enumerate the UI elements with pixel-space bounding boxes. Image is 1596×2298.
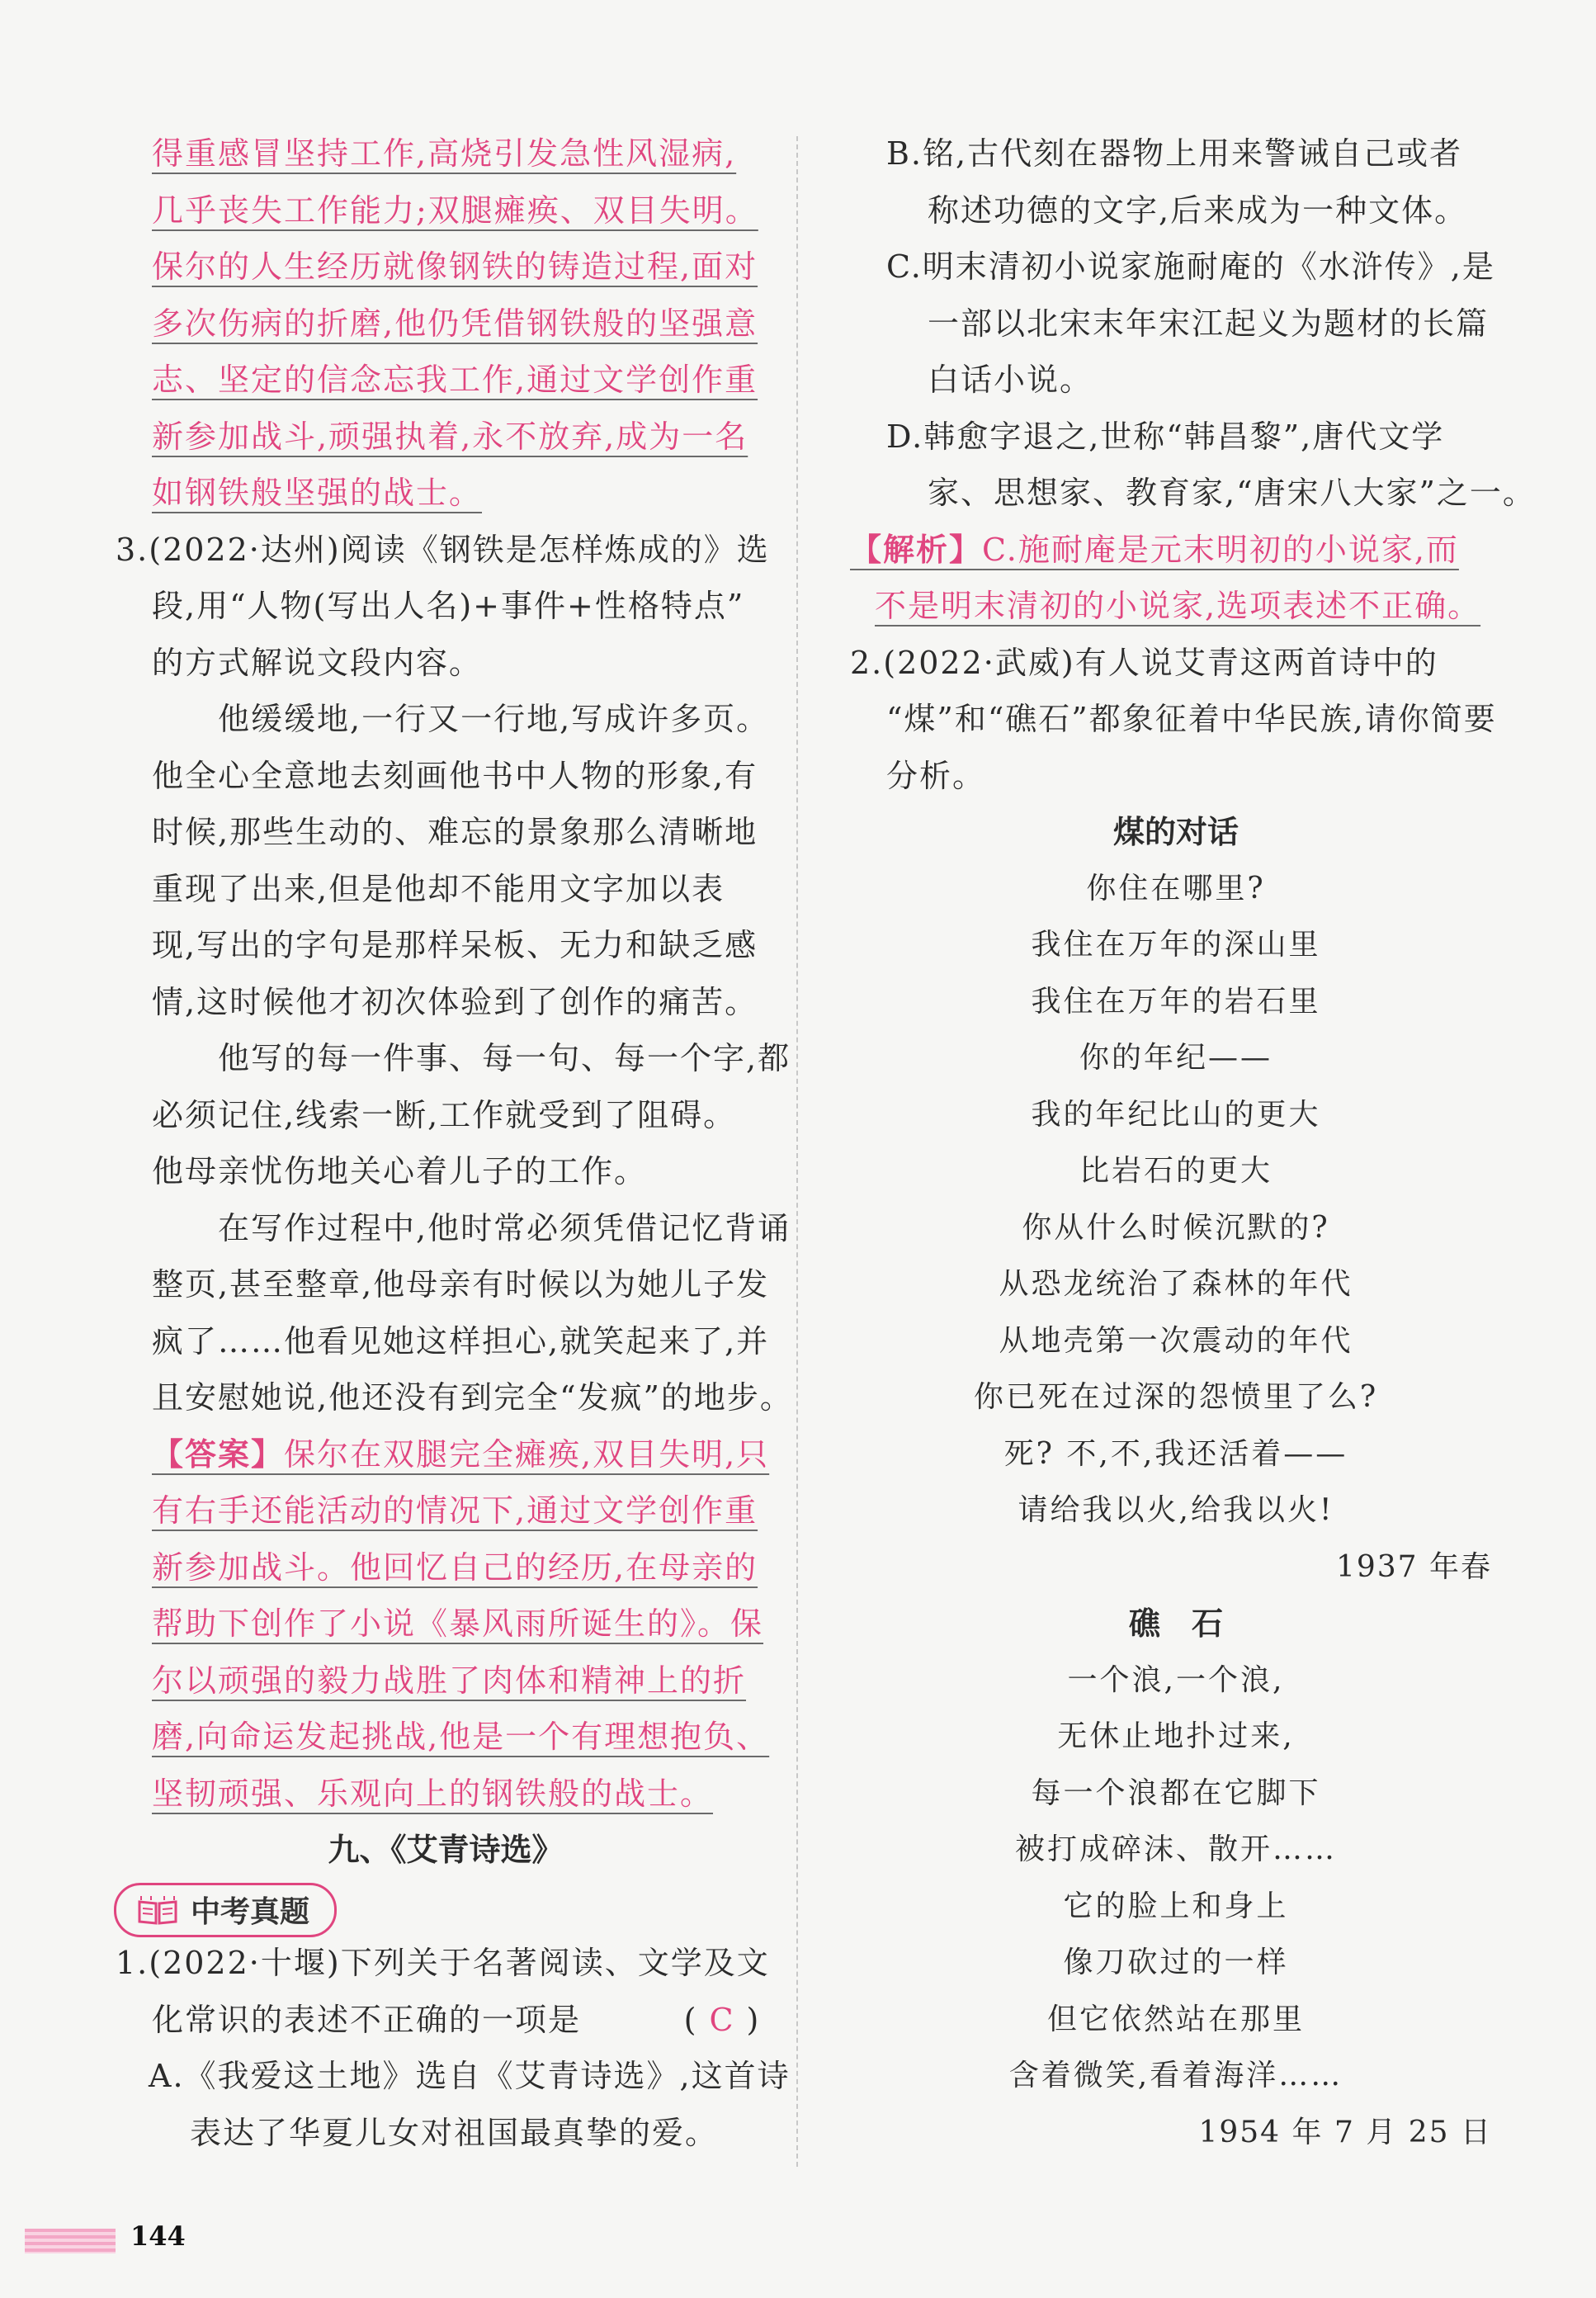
poem-line: 但它依然站在那里	[1046, 2002, 1305, 2036]
answer2-line: 几乎丧失工作能力;双腿瘫痪、双目失明。	[152, 192, 758, 229]
poem-1-title: 煤的对话	[1112, 814, 1239, 850]
poem-line: 从地壳第一次震动的年代	[999, 1323, 1353, 1358]
answer-letter: C	[709, 2001, 735, 2038]
poem-line: 我住在万年的岩石里	[1031, 984, 1321, 1019]
answer2-line: 保尔的人生经历就像钢铁的铸造过程,面对	[152, 248, 758, 285]
answer3-line: 帮助下创作了小说《暴风雨所诞生的》。保	[152, 1605, 764, 1642]
option-c-line: 一部以北宋末年宋江起义为题材的长篇	[928, 305, 1490, 342]
section-title: 九、《艾青诗选》	[328, 1832, 564, 1868]
poem-line: 请给我以火,给我以火!	[1018, 1493, 1334, 1527]
passage-line: 他缓缓地,一行又一行地,写成许多页。	[218, 701, 770, 737]
answer3-line: 有右手还能活动的情况下,通过文学创作重	[152, 1492, 758, 1529]
right-column	[850, 125, 1536, 2161]
option-a-line: A.《我爱这土地》选自《艾青诗选》,这首诗	[149, 2058, 791, 2094]
question-3-line: 3.(2022·达州)阅读《钢铁是怎样炼成的》选	[116, 531, 770, 568]
passage-line: 疯了……他看见她这样担心,就笑起来了,并	[152, 1322, 770, 1359]
answer3-line: 坚韧顽强、乐观向上的钢铁般的战士。	[152, 1775, 714, 1812]
answer-box	[677, 1992, 767, 2049]
exam-badge	[114, 1883, 337, 1937]
passage-line: 且安慰她说,他还没有到完全“发疯”的地步。	[152, 1379, 793, 1416]
poem-line: 你已死在过深的怨愤里了么?	[973, 1380, 1379, 1414]
passage-line: 在写作过程中,他时常必须凭借记忆背诵	[218, 1209, 791, 1246]
answer2-line: 志、坚定的信念忘我工作,通过文学创作重	[152, 362, 758, 398]
page-number: 144	[130, 2220, 186, 2252]
question-2-line: 分析。	[886, 757, 986, 794]
poem-2-title: 礁 石	[1128, 1605, 1223, 1642]
poem-line: 你住在哪里?	[1086, 871, 1266, 905]
poem-line: 被打成碎沫、散开……	[1014, 1832, 1337, 1866]
poem-2-date: 1954 年 7 月 25 日	[1198, 2115, 1492, 2149]
question-1-text: 化常识的表述不正确的一项是	[152, 2001, 582, 2038]
question-1-line: 1.(2022·十堰)下列关于名著阅读、文学及文	[116, 1945, 770, 1981]
option-d-line: D.韩愈字退之,世称“韩昌黎”,唐代文学	[886, 418, 1445, 455]
badge-label: 中考真题	[191, 1895, 310, 1930]
footer-decoration	[25, 2229, 116, 2253]
passage-line: 情,这时候他才初次体验到了创作的痛苦。	[152, 983, 758, 1020]
poem-line: 像刀砍过的一样	[1063, 1946, 1289, 1979]
poem-line: 死? 不,不,我还活着——	[1003, 1436, 1348, 1471]
passage-line: 时候,那些生动的、难忘的景象那么清晰地	[152, 814, 758, 850]
analysis-text: C.施耐庵是元末明初的小说家,而	[982, 531, 1459, 568]
poem-line: 你的年纪——	[1079, 1041, 1273, 1075]
poem-line: 从恐龙统治了森林的年代	[999, 1267, 1353, 1301]
answer2-line: 多次伤病的折磨,他仍凭借钢铁般的坚强意	[152, 305, 758, 342]
poem-line: 比岩石的更大	[1079, 1154, 1273, 1188]
option-c-line: C.明末清初小说家施耐庵的《水浒传》,是	[886, 248, 1495, 285]
question-2-line: “煤”和“礁石”都象征着中华民族,请你简要	[886, 701, 1497, 737]
analysis-line: 不是明末清初的小说家,选项表述不正确。	[875, 588, 1481, 624]
answer-paren-open: (	[683, 2001, 698, 2038]
passage-line: 必须记住,线索一断,工作就受到了阻碍。	[152, 1096, 737, 1133]
answer3-line: 新参加战斗。他回忆自己的经历,在母亲的	[152, 1549, 758, 1586]
column-divider	[796, 136, 798, 2167]
answer3-text: 保尔在双腿完全瘫痪,双目失明,只	[284, 1435, 770, 1473]
question-1-line	[116, 1992, 776, 2049]
poem-line: 一个浪,一个浪,	[1067, 1662, 1285, 1697]
poem-line: 每一个浪都在它脚下	[1031, 1776, 1321, 1810]
answer3-line: 尔以顽强的毅力战胜了肉体和精神上的折	[152, 1662, 747, 1699]
analysis-line	[850, 522, 1502, 579]
poem-line: 含着微笑,看着海洋……	[1008, 2059, 1343, 2092]
poem-line: 无休止地扑过来,	[1057, 1719, 1295, 1753]
poem-line: 我住在万年的深山里	[1031, 928, 1321, 962]
passage-line: 现,写出的字句是那样呆板、无力和缺乏感	[152, 927, 758, 963]
passage-line: 他写的每一件事、每一句、每一个字,都	[218, 1040, 791, 1076]
analysis-label: 【解析】	[850, 530, 983, 568]
answer3-line	[116, 1426, 776, 1483]
poem-line: 你从什么时候沉默的?	[1022, 1210, 1330, 1245]
answer2-line: 新参加战斗,顽强执着,永不放弃,成为一名	[152, 418, 748, 455]
option-a-line: 表达了华夏儿女对祖国最真挚的爱。	[190, 2114, 719, 2151]
answer-paren-close: )	[746, 2001, 761, 2038]
poem-1-date: 1937 年春	[1335, 1549, 1492, 1584]
passage-line: 他全心全意地去刻画他书中人物的形象,有	[152, 757, 758, 794]
option-c-line: 白话小说。	[928, 362, 1093, 398]
answer3-line: 磨,向命运发起挑战,他是一个有理想抱负、	[152, 1719, 770, 1755]
badge-row	[116, 1879, 776, 1936]
passage-line: 他母亲忧伤地关心着儿子的工作。	[152, 1153, 648, 1189]
poem-line: 它的脸上和身上	[1063, 1889, 1289, 1923]
book-icon	[135, 1894, 181, 1927]
option-b-line: B.铭,古代刻在器物上用来警诫自己或者	[886, 135, 1463, 172]
answer2-line: 如钢铁般坚强的战士。	[152, 475, 483, 511]
answer-label: 【答案】	[152, 1435, 285, 1473]
question-3-line: 的方式解说文段内容。	[152, 644, 483, 681]
answer2-line: 得重感冒坚持工作,高烧引发急性风湿病,	[152, 135, 737, 172]
poem-line: 我的年纪比山的更大	[1031, 1097, 1321, 1132]
question-2-line: 2.(2022·武威)有人说艾青这两首诗中的	[850, 644, 1438, 681]
passage-line: 重现了出来,但是他却不能用文字加以表	[152, 870, 725, 907]
passage-line: 整页,甚至整章,他母亲有时候以为她儿子发	[152, 1266, 770, 1303]
option-b-line: 称述功德的文字,后来成为一种文体。	[928, 192, 1468, 229]
option-d-line: 家、思想家、教育家,“唐宋八大家”之一。	[928, 475, 1536, 511]
left-column	[116, 125, 793, 2161]
question-3-line: 段,用“人物(写出人名)+事件+性格特点”	[152, 588, 745, 624]
